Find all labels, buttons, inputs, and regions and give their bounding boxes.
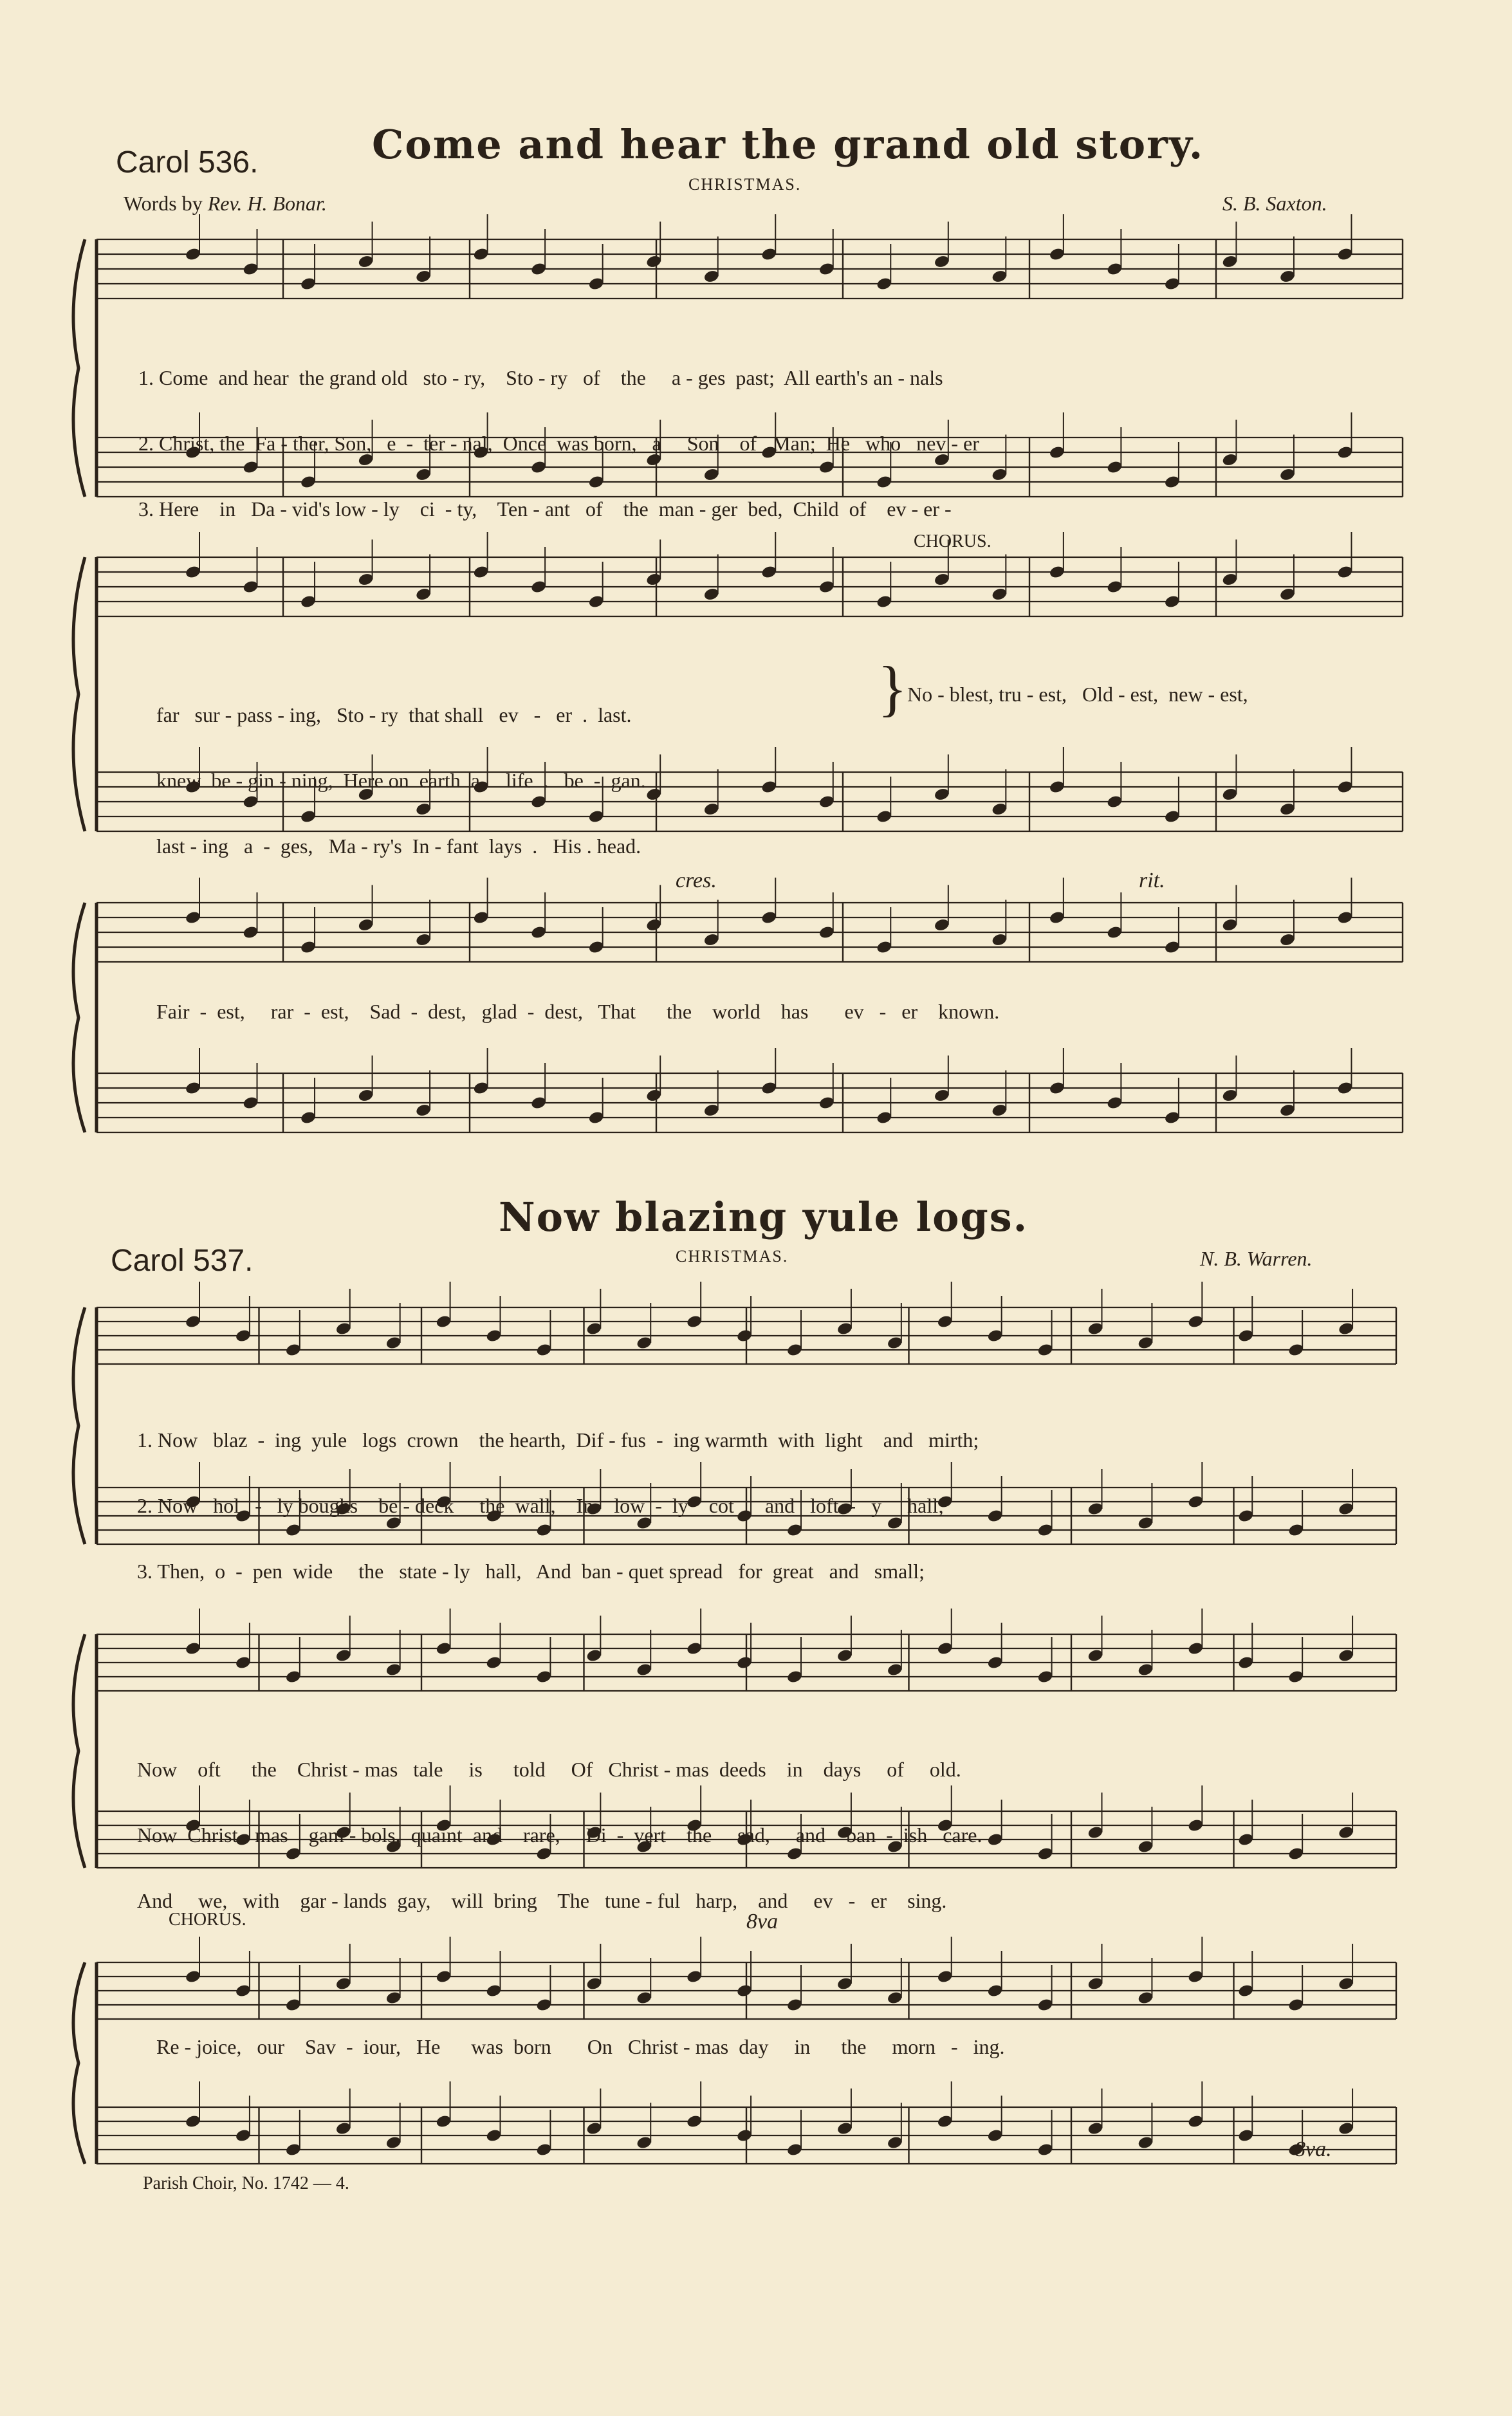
carol-536-verse-block-2 bbox=[156, 660, 646, 879]
c537-sys3-brace bbox=[73, 1962, 85, 2164]
carol-536-title: Come and hear the grand old story. bbox=[372, 121, 1204, 168]
words-prefix: Words by bbox=[124, 192, 203, 215]
carol-537-title: Now blazing yule logs. bbox=[499, 1194, 1029, 1240]
lyric-line: last - ing a - ges, Ma - ry's In - fant lays . His . head. bbox=[156, 835, 641, 858]
carol-537-number: Carol 537. bbox=[111, 1244, 254, 1278]
page-footer: Parish Choir, No. 1742 — 4. bbox=[143, 2173, 349, 2193]
lyric-line: Now Christ - mas gam - bols, quaint and rare, Di - vert the sad, and ban - ish care. bbox=[137, 1823, 982, 1847]
ottava-top-marking: 8va bbox=[746, 1910, 779, 1933]
ottava-bottom-marking: 8va. bbox=[1295, 2137, 1332, 2161]
carol-536-season: CHRISTMAS. bbox=[688, 175, 802, 194]
verse-brace: } bbox=[878, 654, 908, 723]
carol-537-verse-block-1 bbox=[137, 1385, 979, 1604]
rit-marking: rit. bbox=[1139, 869, 1165, 892]
carol-537-season: CHRISTMAS. bbox=[676, 1247, 789, 1266]
carol-536-verse-block-1 bbox=[138, 323, 979, 542]
c536-sys2-brace bbox=[73, 557, 85, 831]
carol-537-composer: N. B. Warren. bbox=[1200, 1247, 1313, 1270]
lyric-line: 3. Then, o - pen wide the state - ly hall, And ban - quet spread for great and small; bbox=[137, 1560, 925, 1583]
words-author: Rev. H. Bonar. bbox=[207, 192, 327, 215]
c536-sys1-brace bbox=[73, 239, 85, 497]
lyric-line: 1. Now blaz - ing yule logs crown the hearth, Dif - fus - ing warmth with light and mirth; bbox=[137, 1428, 979, 1452]
c536-sys3-brace bbox=[73, 903, 85, 1132]
lyric-line: 3. Here in Da - vid's low - ly ci - ty, Ten - ant of the man - ger bed, Child of ev - er - bbox=[138, 497, 952, 521]
carol-536-composer: S. B. Saxton. bbox=[1222, 192, 1327, 215]
c537-sys1-brace bbox=[73, 1307, 85, 1544]
carol-536-chorus-label: CHORUS. bbox=[914, 531, 991, 551]
lyric-line: 2. Christ, the Fa - ther, Son, e - ter - nal, Once was born, a Son of Man; He who nev - er bbox=[138, 432, 979, 455]
lyric-line: 1. Come and hear the grand old sto - ry, Sto - ry of the a - ges past; All earth's an - nals bbox=[138, 366, 943, 389]
cres-marking: cres. bbox=[676, 869, 717, 892]
carol-536-chorus-line-2: Fair - est, rar - est, Sad - dest, glad - dest, That the world has ev - er known. bbox=[156, 1000, 1000, 1023]
carol-536-words-credit bbox=[124, 192, 327, 216]
carol-537-verse-block-2 bbox=[137, 1715, 982, 1933]
carol-537-chorus-label: CHORUS. bbox=[169, 1910, 246, 1930]
lyric-line: far sur - pass - ing, Sto - ry that shall ev - er . last. bbox=[156, 703, 632, 726]
carol-536-chorus-line-1: No - blest, tru - est, Old - est, new - est, bbox=[907, 683, 1248, 706]
c537-sys2-brace bbox=[73, 1634, 85, 1868]
lyric-line: And we, with gar - lands gay, will bring The tune - ful harp, and ev - er sing. bbox=[137, 1889, 947, 1912]
carol-536-number: Carol 536. bbox=[116, 145, 259, 180]
carol-537-chorus-line: Re - joice, our Sav - iour, He was born On Christ - mas day in the morn - ing. bbox=[156, 2035, 1005, 2058]
lyric-line: Now oft the Christ - mas tale is told Of Christ - mas deeds in days of old. bbox=[137, 1758, 961, 1781]
lyric-line: knew be - gin - ning, Here on earth a life . be - gan. bbox=[156, 769, 646, 792]
lyric-line: 2. Now hol - ly boughs be - deck the wall, In low - ly cot and loft - y hall; bbox=[137, 1494, 945, 1517]
